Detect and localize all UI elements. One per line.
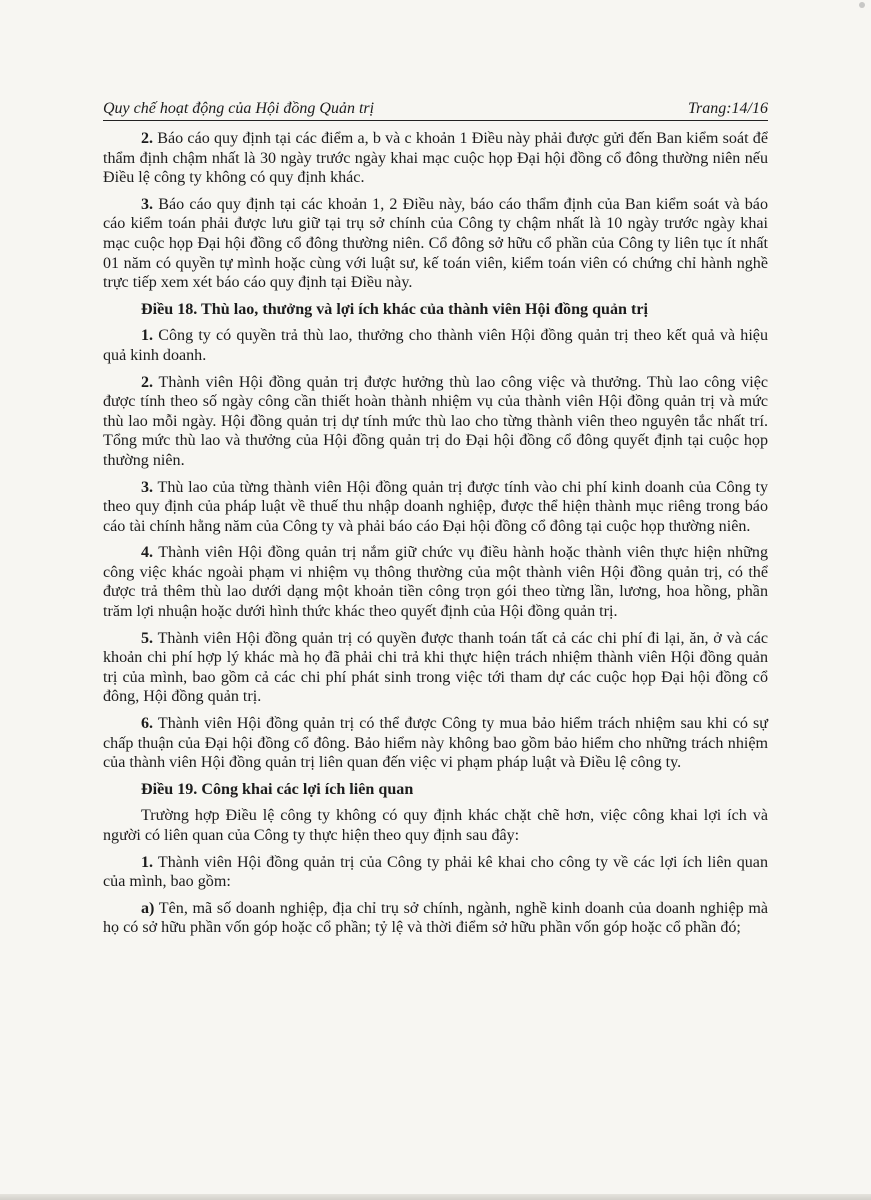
clause-number: 1. bbox=[141, 853, 154, 871]
paragraph-text: Thành viên Hội đồng quản trị nắm giữ chức vụ điều hành hoặc thành viên thực hiện những công việc khác ngoài phạm vi nhiệm vụ thông thường của một thành viên Hội đồng quản trị, có thể được trả thêm thù lao dưới dạng một khoản tiền công trọn gói theo từng lần, lương, hoa hồng, phần trăm lợi nhuận hoặc dưới hình thức khác theo quyết định của Hội đồng quản trị. bbox=[103, 544, 768, 621]
clause-number: a) bbox=[141, 899, 155, 917]
paragraph bbox=[103, 899, 768, 938]
clause-number: 6. bbox=[141, 715, 154, 733]
article-heading: Điều 19. Công khai các lợi ích liên quan bbox=[141, 780, 414, 798]
paragraph-text: Trường hợp Điều lệ công ty không có quy định khác chặt chẽ hơn, việc công khai lợi ích và người có liên quan của Công ty thực hiện theo quy định sau đây: bbox=[103, 807, 768, 844]
paragraph-text: Thành viên Hội đồng quản trị được hưởng thù lao công việc và thưởng. Thù lao công việc được tính theo số ngày công cần thiết hoàn thành nhiệm vụ của thành viên Hội đồng quản trị và mức thù lao mỗi ngày. Hội đồng quản trị dự tính mức thù lao cho từng thành viên theo nguyên tắc nhất trí. Tổng mức thù lao và thưởng của Hội đồng quản trị do Đại hội đồng cổ đông quyết định tại cuộc họp thường niên. bbox=[103, 373, 768, 469]
clause-number: 4. bbox=[141, 544, 154, 562]
scan-bottom-edge bbox=[0, 1194, 871, 1200]
clause-number: 2. bbox=[141, 130, 154, 147]
paragraph-text: Báo cáo quy định tại các điểm a, b và c khoản 1 Điều này phải được gửi đến Ban kiểm soát để thẩm định chậm nhất là 30 ngày trước ngày khai mạc cuộc họp Đại hội đồng cổ đông thường niên nếu Điều lệ công ty không có quy định khác. bbox=[103, 130, 768, 187]
paragraph bbox=[103, 195, 768, 293]
header-page-number: Trang:14/16 bbox=[687, 100, 768, 117]
clause-number: 3. bbox=[141, 478, 154, 496]
clause-number: 2. bbox=[141, 373, 154, 391]
paragraph bbox=[103, 478, 768, 537]
header-title: Quy chế hoạt động của Hội đồng Quản trị bbox=[103, 100, 375, 117]
clause-number: 5. bbox=[141, 629, 154, 647]
clause-number: 3. bbox=[141, 195, 154, 213]
document-body bbox=[103, 129, 768, 938]
paragraph-text: Báo cáo quy định tại các khoản 1, 2 Điều này, báo cáo thẩm định của Ban kiểm soát và báo cáo kiểm toán phải được lưu giữ tại trụ sở chính của Công ty chậm nhất là 10 ngày trước ngày khai mạc cuộc họp Đại hội đồng cổ đông thường niên. Cổ đông sở hữu cổ phần của Công ty liên tục ít nhất 01 năm có quyền tự mình hoặc cùng với luật sư, kế toán viên, kiểm toán viên có chứng chỉ hành nghề trực tiếp xem xét báo cáo quy định tại Điều này. bbox=[103, 195, 768, 292]
paragraph bbox=[103, 543, 768, 621]
paragraph-text: Thành viên Hội đồng quản trị có quyền được thanh toán tất cả các chi phí đi lại, ăn, ở và các khoản chi phí hợp lý khác mà họ đã phải chi trả khi thực hiện trách nhiệm thành viên Hội đồng quản trị của mình, bao gồm cả các chi phí phát sinh trong việc tới tham dự các cuộc họp Đại hội đồng cổ đông, Hội đồng quản trị. bbox=[103, 629, 768, 706]
paragraph bbox=[103, 129, 768, 188]
paragraph-text: Thành viên Hội đồng quản trị có thể được Công ty mua bảo hiểm trách nhiệm sau khi có sự chấp thuận của Đại hội đồng cổ đông. Bảo hiểm này không bao gồm bảo hiểm cho những trách nhiệm của thành viên Hội đồng quản trị liên quan đến việc vi phạm pháp luật và Điều lệ công ty. bbox=[103, 715, 768, 772]
paragraph bbox=[103, 853, 768, 892]
paragraph bbox=[103, 629, 768, 707]
paragraph-text: Thành viên Hội đồng quản trị của Công ty phải kê khai cho công ty về các lợi ích liên quan của mình, bao gồm: bbox=[103, 853, 768, 891]
article-heading: Điều 18. Thù lao, thưởng và lợi ích khác của thành viên Hội đồng quản trị bbox=[141, 300, 648, 318]
paragraph-text: Công ty có quyền trả thù lao, thưởng cho thành viên Hội đồng quản trị theo kết quả và hiệu quả kinh doanh. bbox=[103, 327, 768, 364]
paragraph-text: Thù lao của từng thành viên Hội đồng quản trị được tính vào chi phí kinh doanh của Công ty theo quy định của pháp luật về thuế thu nhập doanh nghiệp, được thể hiện thành mục riêng trong báo cáo tài chính hằng năm của Công ty và phải báo cáo Đại hội đồng cổ đông tại cuộc họp thường niên. bbox=[103, 478, 768, 535]
page-header bbox=[103, 100, 768, 121]
paragraph bbox=[103, 714, 768, 773]
paragraph bbox=[103, 326, 768, 365]
clause-number: 1. bbox=[141, 327, 154, 345]
scan-speck bbox=[859, 2, 865, 8]
paragraph bbox=[103, 806, 768, 845]
paragraph bbox=[103, 373, 768, 471]
paragraph-text: Tên, mã số doanh nghiệp, địa chỉ trụ sở chính, ngành, nghề kinh doanh của doanh nghiệp mà họ có sở hữu phần vốn góp hoặc cổ phần; tỷ lệ và thời điểm sở hữu phần vốn góp hoặc cổ phần đó; bbox=[103, 899, 768, 937]
